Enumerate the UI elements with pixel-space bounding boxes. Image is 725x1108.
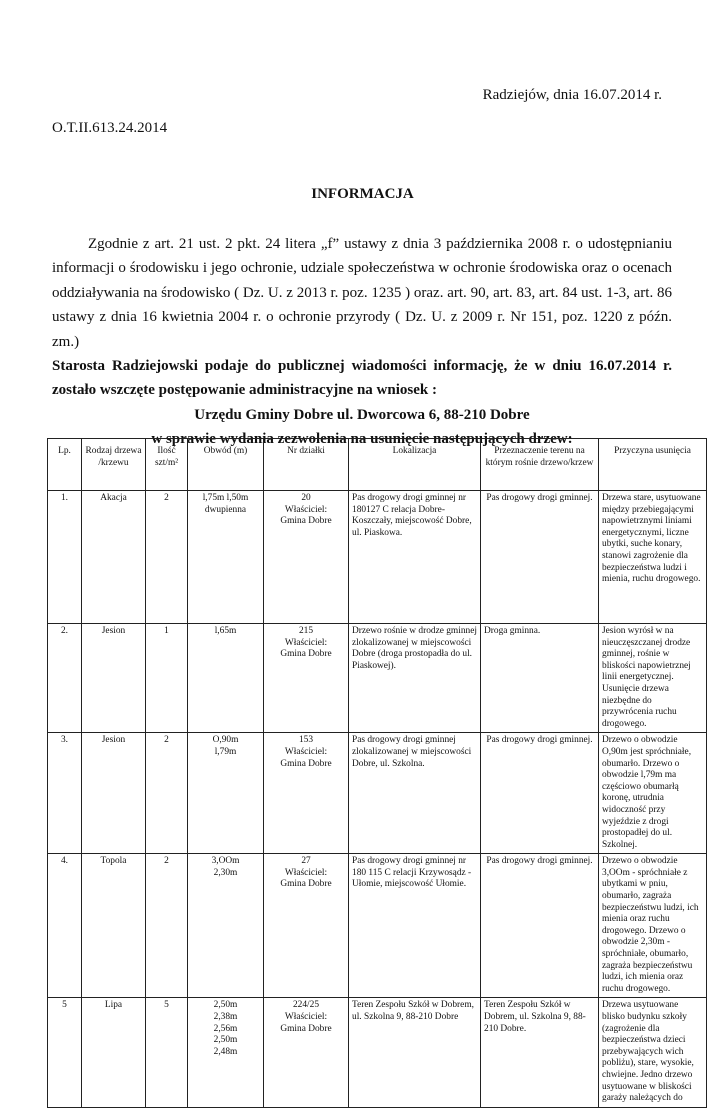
girth-value: l,65m (214, 626, 237, 636)
girth-value: 2,50m (213, 1000, 238, 1011)
cell-lp: 2. (48, 624, 82, 733)
cell-lp: 5 (48, 998, 82, 1107)
header-purpose: Przeznaczenie terenu na którym rośnie drzewo/krzew (481, 439, 599, 491)
cell-girth (188, 854, 264, 998)
legal-basis-paragraph: Zgodnie z art. 21 ust. 2 pkt. 24 litera „f” ustawy z dnia 3 października 2008 r. o udostępnianiu informacji o środowisku i jego ochronie, udziale społeczeństwa w ochronie środowiska oraz o ocenach oddziaływania na środowisko ( Dz. U. z 2013 r. poz. 1235 ) oraz. art. 90, art. 83, art. 84 ust. 1-3, art. 86 ustawy z dnia 16 kwietnia 2004 r. o ochronie przyrody ( Dz. U. z 2009 r. Nr 151, poz. 1220 z późn. zm.) (52, 236, 672, 350)
girth-value: 2,50m (213, 1035, 238, 1046)
cell-purpose: Teren Zespołu Szkół w Dobrem, ul. Szkolna 9, 88-210 Dobre. (481, 998, 599, 1107)
parcel-number: 224/25 (292, 1000, 320, 1011)
girth-value: 3,OOm (211, 856, 240, 867)
parcel-number: 27 (301, 856, 311, 867)
cell-count: 1 (146, 624, 188, 733)
girth-value: O,90m (212, 735, 239, 746)
girth-value: l,79m (214, 746, 237, 757)
table-row (48, 998, 707, 1107)
cell-reason: Jesion wyrósł w na nieuczęszczanej drodze gminnej, rośnie w bliskości napowietrznej linii energetycznej. Usunięcie drzewa niezbędne do przywrócenia ruchu drogowego. (599, 624, 707, 733)
cell-count: 2 (146, 733, 188, 854)
subject-line: w sprawie wydania zezwolenia na usunięcie następujących drzew: (151, 431, 573, 448)
owner-label: Właściciel: (284, 746, 328, 757)
header-reason: Przyczyna usunięcia (599, 439, 707, 491)
parcel-number: 215 (298, 626, 314, 636)
cell-species: Jesion (82, 733, 146, 854)
cell-lp: 3. (48, 733, 82, 854)
cell-lp: 1. (48, 491, 82, 624)
announcement-paragraph: Starosta Radziejowski podaje do publicznej wiadomości informację, że w dniu 16.07.2014 r. zostało wszczęte postępowanie administracyjne na wniosek : (52, 358, 672, 399)
cell-count: 2 (146, 854, 188, 998)
girth-value: 2,30m (213, 867, 238, 878)
document-title: INFORMACJA (311, 186, 414, 202)
cell-lp: 4. (48, 854, 82, 998)
girth-value: 2,38m (213, 1012, 238, 1022)
girth-value: l,75m l,50m (202, 493, 249, 503)
owner-name: Gmina Dobre (280, 1023, 332, 1034)
table-row (48, 624, 707, 733)
cell-species: Jesion (82, 624, 146, 733)
cell-parcel (264, 854, 349, 998)
cell-girth (188, 624, 264, 733)
owner-label: Właściciel: (284, 867, 328, 878)
girth-value: 2,48m (213, 1046, 238, 1057)
header-location: Lokalizacja (349, 439, 481, 491)
header-lp: Lp. (48, 439, 82, 491)
owner-name: Gmina Dobre (280, 758, 332, 769)
applicant-line: Urzędu Gminy Dobre ul. Dworcowa 6, 88-210 Dobre (194, 406, 530, 423)
header-count: Ilość szt/m² (146, 439, 188, 491)
cell-location: Pas drogowy drogi gminnej nr 180127 C relacja Dobre-Koszczały, miejscowość Dobre, ul. Piaskowa. (349, 491, 481, 624)
cell-reason: Drzewa usytuowane blisko budynku szkoły (zagrożenie dla bezpieczeństwa dzieci przebywających wich pobliżu), stare, wysokie, chwiejne. Jedno drzewo usytuowane w bliskości garaży należących do (599, 998, 707, 1107)
cell-location: Teren Zespołu Szkół w Dobrem, ul. Szkolna 9, 88-210 Dobre (349, 998, 481, 1107)
girth-value: 2,56m (213, 1023, 238, 1034)
cell-reason: Drzewo o obwodzie 3,OOm - spróchniałe z ubytkami w pniu, obumarło, zagraża bezpieczeństwu ludzi, ich mienia oraz ruchu drogowego. Drzewo o obwodzie 2,30m - spróchniałe, obumarło, zagraża bezpieczeństwu ludzi, ich mienia oraz ruchu drogowego. (599, 854, 707, 998)
table-row (48, 491, 707, 624)
table-row (48, 733, 707, 854)
cell-parcel (264, 733, 349, 854)
trees-table (47, 438, 707, 1108)
case-reference: O.T.II.613.24.2014 (52, 120, 168, 136)
cell-count: 5 (146, 998, 188, 1107)
cell-count: 2 (146, 491, 188, 624)
document-body (52, 232, 672, 452)
owner-label: Właściciel: (284, 504, 328, 515)
cell-girth (188, 733, 264, 854)
cell-purpose: Pas drogowy drogi gminnej. (481, 733, 599, 854)
owner-label: Właściciel: (284, 637, 328, 648)
table-header-row (48, 439, 707, 491)
cell-reason: Drzewo o obwodzie O,90m jest spróchniałe, obumarło. Drzewo o obwodzie l,79m ma częściowo obumarłą koronę, utrudnia widoczność przy wyjeździe z drogi prostopadłej do ul. Szkolnej. (599, 733, 707, 854)
table-row (48, 854, 707, 998)
cell-parcel (264, 998, 349, 1107)
cell-location: Drzewo rośnie w drodze gminnej zlokalizowanej w miejscowości Dobre (droga prostopadła do ul. Piaskowej). (349, 624, 481, 733)
cell-species: Lipa (82, 998, 146, 1107)
girth-value: dwupienna (204, 504, 247, 515)
cell-parcel (264, 491, 349, 624)
cell-purpose: Droga gminna. (481, 624, 599, 733)
cell-purpose: Pas drogowy drogi gminnej. (481, 854, 599, 998)
place-date: Radziejów, dnia 16.07.2014 r. (482, 87, 662, 103)
cell-purpose: Pas drogowy drogi gminnej. (481, 491, 599, 624)
header-girth: Obwód (m) (188, 439, 264, 491)
cell-reason: Drzewa stare, usytuowane między przebiegającymi napowietrznymi liniami energetycznymi, liczne ubytki, suche konary, stanowi zagrożenie dla bezpieczeństwa ludzi i mienia, ruchu drogowego. (599, 491, 707, 624)
cell-girth (188, 491, 264, 624)
owner-name: Gmina Dobre (280, 516, 332, 527)
cell-location: Pas drogowy drogi gminnej zlokalizowanej w miejscowości Dobre, ul. Szkolna. (349, 733, 481, 854)
parcel-number: 20 (301, 493, 311, 503)
owner-name: Gmina Dobre (280, 879, 332, 890)
cell-girth (188, 998, 264, 1107)
header-parcel: Nr działki (264, 439, 349, 491)
cell-location: Pas drogowy drogi gminnej nr 180 115 C relacji Krzywosądz - Ułomie, miejscowość Ułomie. (349, 854, 481, 998)
cell-species: Topola (82, 854, 146, 998)
header-species: Rodzaj drzewa /krzewu (82, 439, 146, 491)
owner-label: Właściciel: (284, 1012, 328, 1022)
cell-species: Akacja (82, 491, 146, 624)
owner-name: Gmina Dobre (280, 649, 332, 660)
parcel-number: 153 (298, 735, 314, 746)
cell-parcel (264, 624, 349, 733)
